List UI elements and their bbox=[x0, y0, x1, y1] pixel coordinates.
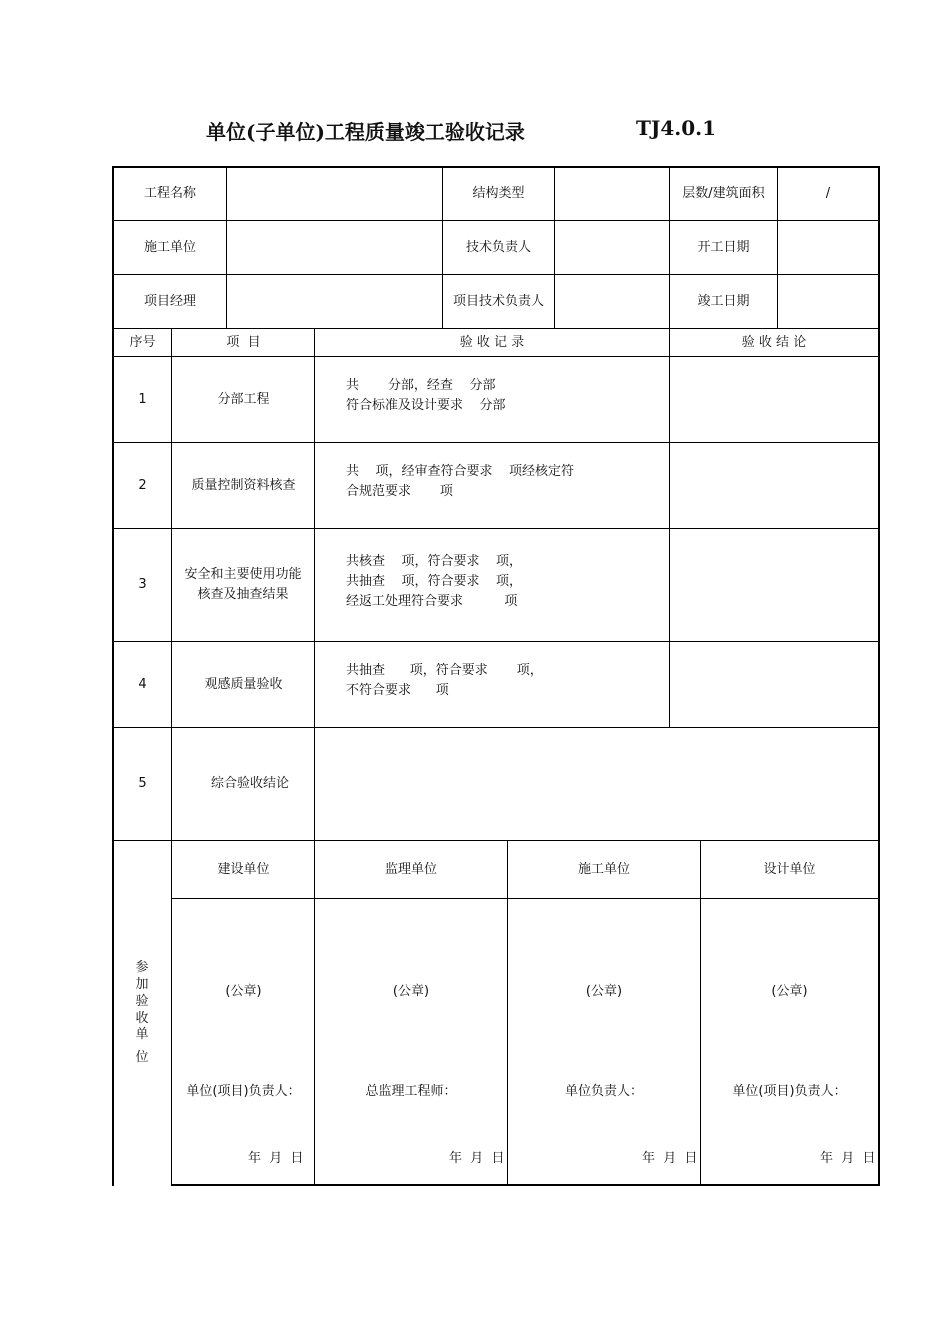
row-record-line: 共核查 项，符合要求 项， bbox=[346, 554, 523, 569]
unit-signer[interactable]: 单位(项目)负责人： bbox=[186, 1084, 301, 1099]
form-code: TJ4.0.1 bbox=[636, 116, 717, 140]
structure-type-label: 结构类型 bbox=[472, 186, 525, 201]
column-header-conclusion: 验 收 结 论 bbox=[741, 334, 807, 350]
structure-type-field[interactable] bbox=[555, 168, 669, 220]
unit-seal: (公章) bbox=[585, 984, 623, 999]
row-record-line: 共抽查 项，符合要求 项， bbox=[346, 574, 523, 589]
unit-name: 设计单位 bbox=[763, 861, 816, 877]
participants-label-char: 收 bbox=[135, 1011, 149, 1026]
unit-signer[interactable]: 总监理工程师： bbox=[365, 1084, 457, 1099]
start-date-label: 开工日期 bbox=[697, 239, 750, 255]
unit-signer[interactable]: 单位(项目)负责人： bbox=[732, 1084, 847, 1099]
grid-line bbox=[171, 328, 172, 1186]
row-record-line: 共 项，经审查符合要求 项经核定符 bbox=[346, 464, 575, 479]
row-conclusion-field[interactable] bbox=[670, 357, 878, 442]
project-name-label: 工程名称 bbox=[143, 186, 196, 201]
row-record-line: 不符合要求 项 bbox=[346, 683, 449, 698]
document-title-bar bbox=[0, 114, 950, 144]
row-no: 5 bbox=[138, 776, 147, 791]
start-date-field[interactable] bbox=[778, 221, 878, 274]
column-header-no: 序号 bbox=[129, 334, 156, 350]
unit-name: 施工单位 bbox=[577, 861, 630, 877]
project-manager-field[interactable] bbox=[227, 275, 442, 328]
document-title: 单位(子单位)工程质量竣工验收记录 bbox=[206, 120, 525, 144]
table-border-right bbox=[878, 166, 880, 1186]
construction-unit-label: 施工单位 bbox=[143, 239, 196, 255]
row-conclusion-field[interactable] bbox=[670, 642, 878, 727]
tech-lead-field[interactable] bbox=[555, 221, 669, 274]
row-no: 3 bbox=[138, 577, 147, 592]
participants-label-char: 加 bbox=[135, 977, 149, 992]
unit-date[interactable]: 年 月 日 bbox=[449, 1151, 505, 1166]
row-no: 1 bbox=[138, 391, 147, 407]
row-conclusion-field[interactable] bbox=[670, 443, 878, 528]
row-item: 综合验收结论 bbox=[210, 776, 289, 791]
unit-date[interactable]: 年 月 日 bbox=[820, 1151, 876, 1166]
completion-date-label: 竣工日期 bbox=[697, 293, 750, 309]
column-header-record: 验 收 记 录 bbox=[459, 334, 525, 350]
row-item: 质量控制资料核查 bbox=[191, 477, 296, 493]
construction-unit-field[interactable] bbox=[227, 221, 442, 274]
row-item: 安全和主要使用功能核查及抽查结果 bbox=[184, 567, 302, 602]
tech-lead-label: 技术负责人 bbox=[465, 239, 531, 255]
row-record-line: 共抽查 项，符合要求 项， bbox=[346, 663, 543, 678]
grid-line bbox=[172, 898, 880, 899]
unit-date[interactable]: 年 月 日 bbox=[642, 1151, 698, 1166]
unit-name: 监理单位 bbox=[384, 861, 437, 877]
column-header-item: 项 目 bbox=[226, 334, 261, 350]
row-no: 2 bbox=[138, 477, 147, 493]
unit-date[interactable]: 年 月 日 bbox=[248, 1151, 304, 1166]
acceptance-form-table bbox=[112, 166, 880, 1186]
row-conclusion-field[interactable] bbox=[670, 529, 878, 641]
row-item: 分部工程 bbox=[217, 391, 270, 407]
project-tech-lead-label: 项目技术负责人 bbox=[452, 293, 544, 309]
table-border-bottom bbox=[172, 1184, 880, 1186]
participants-label-char: 单 bbox=[135, 1027, 149, 1042]
project-tech-lead-field[interactable] bbox=[555, 275, 669, 328]
row-record-line: 共 分部，经查 分部 bbox=[346, 378, 496, 393]
participants-label-char: 验 bbox=[135, 994, 149, 1009]
row-item: 观感质量验收 bbox=[204, 676, 283, 692]
floors-area-label: 层数/建筑面积 bbox=[682, 186, 765, 201]
project-manager-label: 项目经理 bbox=[143, 293, 196, 309]
row-no: 4 bbox=[138, 676, 147, 692]
unit-signer[interactable]: 单位负责人： bbox=[564, 1084, 643, 1099]
unit-name: 建设单位 bbox=[217, 861, 270, 877]
row-record-line: 经返工处理符合要求 项 bbox=[346, 594, 518, 609]
unit-seal: (公章) bbox=[771, 984, 808, 999]
participants-label-char: 参 bbox=[135, 960, 149, 975]
unit-seal: (公章) bbox=[225, 984, 262, 999]
completion-date-field[interactable] bbox=[778, 275, 878, 328]
project-name-field[interactable] bbox=[227, 168, 442, 220]
row-record-line: 符合标准及设计要求 分部 bbox=[346, 398, 506, 413]
overall-conclusion-field[interactable] bbox=[315, 728, 878, 840]
participants-label-char: 位 bbox=[135, 1050, 149, 1065]
row-record-line: 合规范要求 项 bbox=[346, 484, 453, 499]
floors-area-field[interactable]: / bbox=[825, 186, 831, 201]
unit-seal: (公章) bbox=[392, 984, 430, 999]
